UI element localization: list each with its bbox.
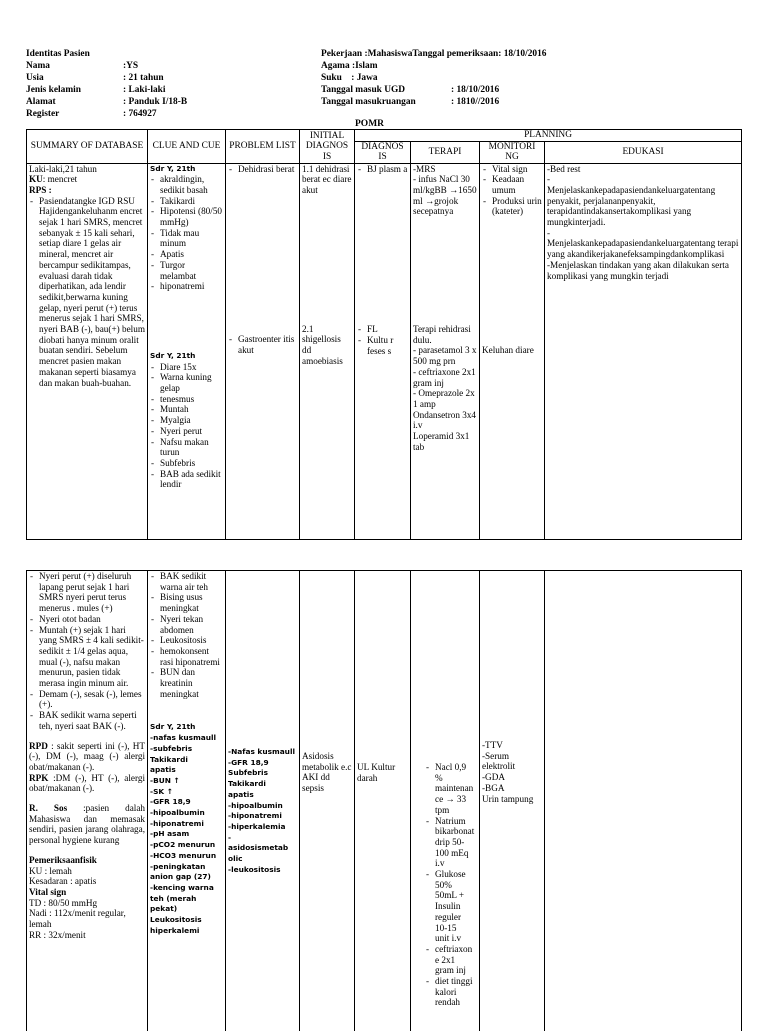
clue-line: -pH asam bbox=[150, 829, 223, 840]
summary-cell bbox=[27, 163, 148, 539]
clue-item: - BAB ada sedikit lendir bbox=[150, 469, 223, 490]
clue2-head: Sdr Y, 21th bbox=[150, 351, 223, 362]
clue-line: -peningkatan anion gap (27) bbox=[150, 862, 223, 883]
problem-line: -leukositosis bbox=[228, 865, 297, 876]
problem-line: -hiperkalemia bbox=[228, 822, 297, 833]
pomr-table-page2 bbox=[26, 570, 742, 1031]
clue-line: -GFR 18,9 bbox=[150, 797, 223, 808]
clue-line: Leukositosis bbox=[150, 915, 223, 926]
monitoring-3: -TTV -Serum elektrolit -GDA -BGA Urin tampung bbox=[482, 740, 542, 804]
clue-line: -hipoalbumin bbox=[150, 808, 223, 819]
er-date-label: Tanggal masuk UGD bbox=[321, 84, 451, 96]
clue-line: -kencing warna teh (merah pekat) bbox=[150, 883, 223, 915]
clue-line: -nafas kusmaull bbox=[150, 733, 223, 744]
terapi-item: - diet tinggi kalori rendah bbox=[425, 976, 473, 1008]
terapi-cell bbox=[411, 163, 480, 539]
rpk-value: :DM (-), HT (-), alergi obat/makanan (-). bbox=[29, 773, 145, 794]
vs-td: TD : 80/50 mmHg bbox=[29, 898, 145, 909]
initial-diagnosis-1: 1.1 dehidrasi berat ec diare akut bbox=[302, 164, 352, 196]
monitoring-cell bbox=[480, 163, 545, 539]
monitoring-item: - Keadaan umum bbox=[482, 174, 542, 195]
identity-label: Jenis kelamin bbox=[26, 84, 123, 96]
clue-item: - Leukositosis bbox=[150, 635, 223, 646]
col-edukasi: EDUKASI bbox=[545, 141, 742, 163]
clue-item: - akraldingin, sedikit basah bbox=[150, 174, 223, 195]
col-diagnosis: DIAGNOS IS bbox=[355, 141, 411, 163]
diagnosis-1-list bbox=[357, 164, 408, 175]
identity-value: : 21 tahun bbox=[123, 72, 164, 84]
problem-line: - bbox=[228, 833, 297, 844]
problem-line: Takikardi bbox=[228, 779, 297, 790]
summary-2-list bbox=[29, 571, 145, 732]
patient-identity-left bbox=[26, 48, 316, 120]
clue3-list bbox=[150, 722, 223, 936]
clue-cell-2 bbox=[148, 571, 226, 1031]
monitoring-2: Keluhan diare bbox=[482, 345, 542, 356]
patient-identity-right bbox=[321, 48, 761, 108]
er-date-value: : 18/10/2016 bbox=[451, 84, 499, 96]
monitoring-item: - Produksi urin (kateter) bbox=[482, 196, 542, 217]
rsos-label: R. Sos bbox=[29, 803, 67, 813]
initial-cell-2 bbox=[300, 571, 355, 1031]
clue-item: - Myalgia bbox=[150, 415, 223, 426]
terapi-2: Terapi rehidrasi dulu. - parasetamol 3 x 500 mg prn - ceftriaxone 2x1 gram inj - Omeprazole 2x 1 amp Ondansetron 3x4 i.v Loperamid 3x1 tab bbox=[413, 324, 477, 452]
identity-row bbox=[26, 60, 316, 72]
identity-value: :YS bbox=[123, 60, 138, 72]
col-problem: PROBLEM LIST bbox=[226, 130, 300, 164]
problem-1: - Dehidrasi berat bbox=[228, 164, 297, 175]
clue-item: - Diare 15x bbox=[150, 362, 223, 373]
identity-label: Alamat bbox=[26, 96, 123, 108]
problem-line: -Nafas kusmaull bbox=[228, 747, 297, 758]
clue-line: -pCO2 menurun bbox=[150, 840, 223, 851]
vs-label: Vital sign bbox=[29, 887, 145, 898]
clue-line: -hiponatremi bbox=[150, 819, 223, 830]
identity-row bbox=[26, 96, 316, 108]
clue-item: - Nyeri tekan abdomen bbox=[150, 614, 223, 635]
edukasi-text: -Bed rest - Menjelaskankepadapasiendankeluargatentang penyakit, perjalananpenyakit, terapidantindakansertakomplikasi yang mungkinterjadi. - Menjelaskankepadapasiendankeluargatentang terapi yang akandikerjakanefeksampingdankomplikasi -Menjelaskan tindakan yang akan dilakukan serta komplikasi yang mungkin terjadi bbox=[547, 164, 739, 282]
problem-line: -hiponatremi bbox=[228, 811, 297, 822]
problem-cell-2 bbox=[226, 571, 300, 1031]
rpd-value: : sakit seperti ini (-), HT (-), DM (-), maag (-) alergi obat/makanan (-). bbox=[29, 741, 145, 772]
identity-row bbox=[26, 108, 316, 120]
problem-cell bbox=[226, 163, 300, 539]
terapi-1: -MRS - infus NaCl 30 ml/kgBB →1650 ml →grojok secepatnya bbox=[413, 164, 477, 218]
identity-label: Register bbox=[26, 108, 123, 120]
diagnosis-2-list bbox=[357, 324, 408, 356]
edukasi-cell bbox=[545, 163, 742, 539]
summary-cell-2 bbox=[27, 571, 148, 1031]
clue-item: - Nafsu makan turun bbox=[150, 437, 223, 458]
summary-item: - Nyeri otot badan bbox=[29, 614, 145, 625]
pf-ku: KU : lemah bbox=[29, 866, 145, 877]
clue-item: - Nyeri perut bbox=[150, 426, 223, 437]
clue-line: -BUN ↑ bbox=[150, 776, 223, 787]
summary-item: - Demam (-), sesak (-), lemes (+). bbox=[29, 689, 145, 710]
clue-item: - Warna kuning gelap bbox=[150, 372, 223, 393]
identity-row bbox=[26, 84, 316, 96]
summary-intro: Laki-laki,21 tahun bbox=[29, 164, 145, 175]
problem3-list bbox=[228, 747, 297, 875]
religion: Agama :Islam bbox=[321, 60, 761, 72]
rps-label: RPS : bbox=[29, 185, 145, 196]
clue-item: - tenesmus bbox=[150, 394, 223, 405]
clue-item: - Subfebris bbox=[150, 458, 223, 469]
summary-item: - Muntah (+) sejak 1 hari yang SMRS ± 4 kali sedikit-sedikit ± 1/4 gelas aqua, mual (-), nafsu makan menurun, pasien tidak merasa ingin minum air. bbox=[29, 625, 145, 689]
diagnosis-item: - Kultu r feses s bbox=[357, 335, 408, 356]
clue-item: - hemokonsent rasi hiponatremi bbox=[150, 646, 223, 667]
col-clue: CLUE AND CUE bbox=[148, 130, 226, 164]
terapi-item: - Glukose 50% 50mL + Insulin reguler 10-15 unit i.v bbox=[425, 869, 473, 944]
clue-item: - BUN dan kreatinin meningkat bbox=[150, 667, 223, 699]
clue-line: -subfebris bbox=[150, 744, 223, 755]
problem-line: asidosismetab olic bbox=[228, 843, 297, 864]
clue1-head: Sdr Y, 21th bbox=[150, 164, 223, 175]
clue-item: - Tidak mau minum bbox=[150, 228, 223, 249]
terapi-cell-2 bbox=[411, 571, 480, 1031]
col-planning: PLANNING bbox=[355, 130, 742, 142]
clue-item: - Hipotensi (80/50 mmHg) bbox=[150, 206, 223, 227]
rpk-label: RPK bbox=[29, 773, 48, 783]
initial-cell bbox=[300, 163, 355, 539]
ethnicity: Suku : Jawa bbox=[321, 72, 761, 84]
clue-item: - Turgor melambat bbox=[150, 260, 223, 281]
clue-item: - Bising usus meningkat bbox=[150, 592, 223, 613]
clue-line: -HCO3 menurun bbox=[150, 851, 223, 862]
monitoring-1-list bbox=[482, 164, 542, 218]
problem-line: Subfebris bbox=[228, 768, 297, 779]
identity-value: : Panduk I/18-B bbox=[123, 96, 187, 108]
clue-line: Takikardi bbox=[150, 755, 223, 766]
clue-item: - Muntah bbox=[150, 404, 223, 415]
identity-row bbox=[26, 72, 316, 84]
summary-item: - BAK sedikit warna seperti teh, nyeri saat BAK (-). bbox=[29, 710, 145, 731]
diagnosis-item: - BJ plasm a bbox=[357, 164, 408, 175]
clue-cell bbox=[148, 163, 226, 539]
rps-item: - Pasiendatangke IGD RSU Hajidengankeluhanm encret sejak 1 hari SMRS, mencret sebanyak ± 15 kali sehari, setiap diare 1 gelas air mineral, mencret air bercampur sedikitampas, evaluasi darah tidak diperhatikan, ada lendir sedikit,berwarna kuning gelap, nyeri perut (+) terus menerus sejak 1 hari SMRS, nyeri BAB (-), bau(+) belum diobati hanya minum oralit buatan sendiri. Sebelum mencret pasien makan makanan seperti biasamya dan makan buah-buahan. bbox=[29, 196, 145, 389]
clue-top-list bbox=[150, 571, 223, 699]
monitoring-cell-2 bbox=[480, 571, 545, 1031]
terapi-item: - Nacl 0,9 % maintenan ce → 33 tpm bbox=[425, 762, 473, 816]
room-date-label: Tanggal masukruangan bbox=[321, 96, 451, 108]
col-initial: INITIAL DIAGNOS IS bbox=[300, 130, 355, 164]
terapi-item: - ceftriaxon e 2x1 gram inj bbox=[425, 944, 473, 976]
problem-line: -hipoalbumin bbox=[228, 801, 297, 812]
clue-line: hiperkalemi bbox=[150, 926, 223, 937]
terapi-3-list bbox=[413, 762, 473, 1008]
identity-label: Usia bbox=[26, 72, 123, 84]
room-date-value: : 1810//2016 bbox=[451, 96, 499, 108]
clue-line: Sdr Y, 21th bbox=[150, 722, 223, 733]
problem-line: apatis bbox=[228, 790, 297, 801]
clue-item: - BAK sedikit warna air teh bbox=[150, 571, 223, 592]
pf-kesadaran: Kesadaran : apatis bbox=[29, 876, 145, 887]
terapi-item: - Natrium bikarbonat drip 50-100 mEq i.v bbox=[425, 816, 473, 870]
pomr-table-page1 bbox=[26, 129, 742, 540]
clue-line: apatis bbox=[150, 765, 223, 776]
pf-label: Pemeriksaanfisik bbox=[29, 855, 145, 866]
diagnosis-cell bbox=[355, 163, 411, 539]
clue-item: - hiponatremi bbox=[150, 281, 223, 292]
problem-line: -GFR 18,9 bbox=[228, 758, 297, 769]
initial-diagnosis-3: Asidosis metabolik e.c AKI dd sepsis bbox=[302, 751, 352, 794]
clue2-list bbox=[150, 362, 223, 490]
rsos-value: :pasien dalah Mahasiswa dan memasak sendiri, pasien jarang olahraga, personal hygiene kurang bbox=[29, 803, 145, 845]
edukasi-cell-2 bbox=[545, 571, 742, 1031]
clue-item: - Apatis bbox=[150, 249, 223, 260]
diagnosis-item: - FL bbox=[357, 324, 408, 335]
diagnosis-cell-2 bbox=[355, 571, 411, 1031]
ku-value: : mencret bbox=[43, 174, 77, 184]
clue1-list bbox=[150, 174, 223, 292]
col-terapi: TERAPI bbox=[411, 141, 480, 163]
identity-label: Nama bbox=[26, 60, 123, 72]
rpd-label: RPD bbox=[29, 741, 48, 751]
problem-2: - Gastroenter itis akut bbox=[228, 334, 297, 355]
diagnosis-3: UL Kultur darah bbox=[357, 762, 397, 783]
monitoring-item: - Vital sign bbox=[482, 164, 542, 175]
identity-value: : 764927 bbox=[123, 108, 157, 120]
pomr-title: POMR bbox=[355, 119, 384, 129]
clue-line: -SK ↑ bbox=[150, 787, 223, 798]
ku-label: KU bbox=[29, 174, 43, 184]
col-summary: SUMMARY OF DATABASE bbox=[27, 130, 148, 164]
occupation-exam-date: Pekerjaan :MahasiswaTanggal pemeriksaan: 18/10/2016 bbox=[321, 48, 761, 60]
summary-item: - Nyeri perut (+) diseluruh lapang perut sejak 1 hari SMRS nyeri perut terus menerus . mules (+) bbox=[29, 571, 145, 614]
col-monitoring: MONITORI NG bbox=[480, 141, 545, 163]
initial-diagnosis-2: 2.1 shigellosis dd amoebiasis bbox=[302, 324, 352, 367]
vs-nadi: Nadi : 112x/menit regular, lemah bbox=[29, 908, 145, 929]
vs-rr: RR : 32x/menit bbox=[29, 930, 145, 941]
identity-title: Identitas Pasien bbox=[26, 48, 316, 60]
identity-value: : Laki-laki bbox=[123, 84, 165, 96]
clue-item: - Takikardi bbox=[150, 196, 223, 207]
